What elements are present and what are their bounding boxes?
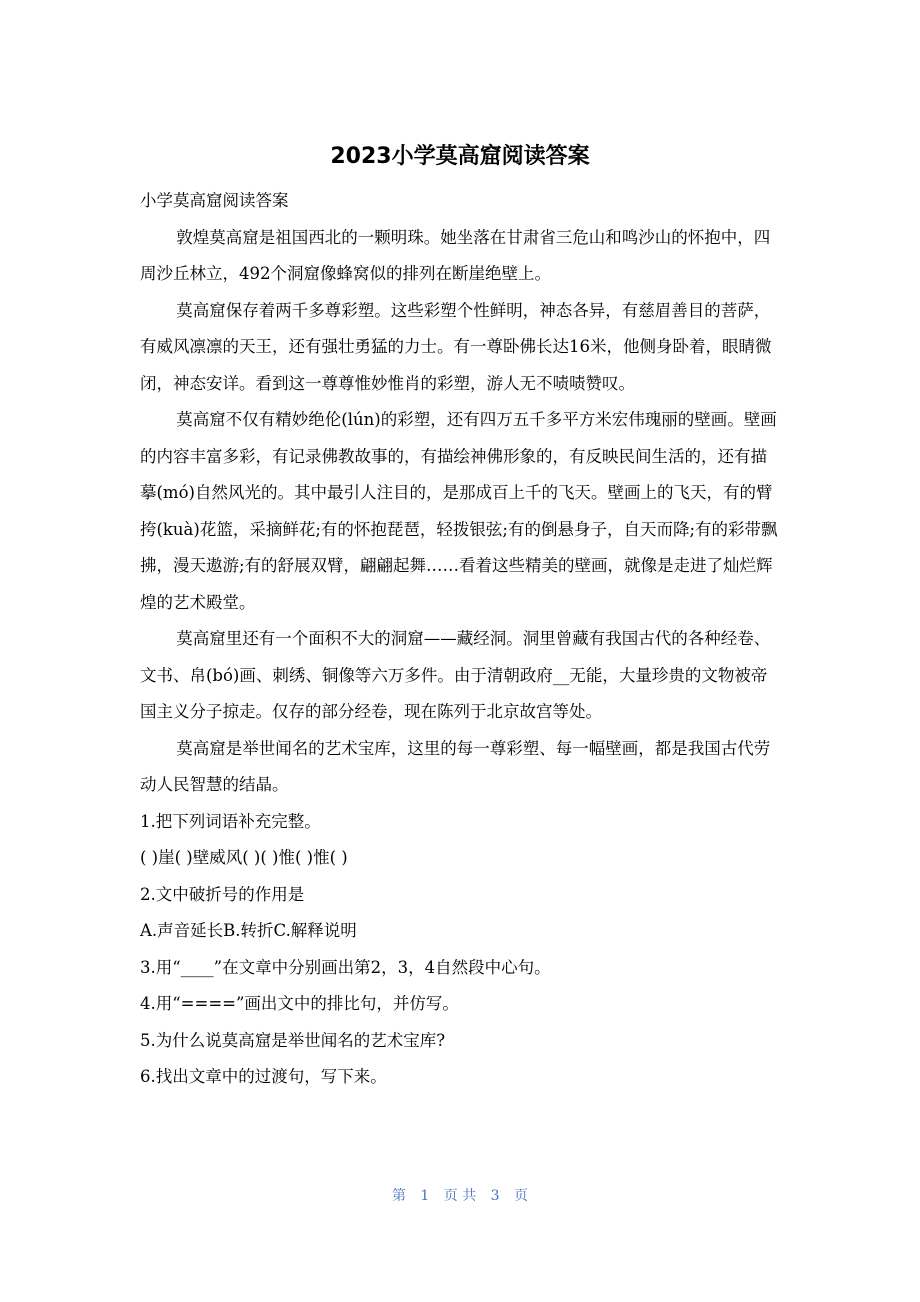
question-1: 1.把下列词语补充完整。 xyxy=(140,811,321,831)
footer-current-page: 1 xyxy=(420,1188,430,1204)
footer-total-pages: 3 xyxy=(490,1188,500,1204)
document-title: 2023小学莫高窟阅读答案 xyxy=(330,144,590,169)
question-1-blanks: ( )崖( )壁威风( )( )惟( )惟( ) xyxy=(140,848,348,867)
document-subtitle: 小学莫高窟阅读答案 xyxy=(140,191,289,210)
paragraph-1: 敦煌莫高窟是祖国西北的一颗明珠。她坐落在甘肃省三危山和鸣沙山的怀抱中，四周沙丘林立，492个洞窟像蜂窝似的排列在断崖绝壁上。 xyxy=(140,227,771,283)
paragraph-2: 莫高窟保存着两千多尊彩塑。这些彩塑个性鲜明，神态各异，有慈眉善目的菩萨，有威风凛凛的天王，还有强壮勇猛的力士。有一尊卧佛长达16米，他侧身卧着，眼睛微闭，神态安详。看到这一尊尊惟妙惟肖的彩塑，游人无不啧啧赞叹。 xyxy=(140,300,772,393)
paragraph-5: 莫高窟是举世闻名的艺术宝库，这里的每一尊彩塑、每一幅壁画，都是我国古代劳动人民智慧的结晶。 xyxy=(140,738,771,794)
footer-label-end: 页 xyxy=(514,1188,529,1204)
question-2: 2.文中破折号的作用是 xyxy=(140,884,305,904)
question-3: 3.用“____”在文章中分别画出第2，3，4自然段中心句。 xyxy=(140,957,551,977)
document-body xyxy=(140,183,780,1096)
paragraph-4: 莫高窟里还有一个面积不大的洞窟——藏经洞。洞里曾藏有我国古代的各种经卷、文书、帛(bó)画、刺绣、铜像等六万多件。由于清朝政府__无能，大量珍贵的文物被帝国主义分子掠走。仅存的部分经卷，现在陈列于北京故宫等处。 xyxy=(140,629,771,721)
question-5: 5.为什么说莫高窟是举世闻名的艺术宝库? xyxy=(140,1030,446,1050)
question-4: 4.用“====”画出文中的排比句，并仿写。 xyxy=(140,994,459,1013)
footer-label-of: 页 共 xyxy=(443,1188,477,1204)
question-6: 6.找出文章中的过渡句，写下来。 xyxy=(140,1067,387,1086)
footer-label-page: 第 xyxy=(391,1188,406,1204)
question-2-options: A.声音延长B.转折C.解释说明 xyxy=(140,921,357,940)
paragraph-3: 莫高窟不仅有精妙绝伦(lún)的彩塑，还有四万五千多平方米宏伟瑰丽的壁画。壁画的内容丰富多彩，有记录佛教故事的，有描绘神佛形象的，有反映民间生活的，还有描摹(mó)自然风光的。其中最引人注目的，是那成百上千的飞天。壁画上的飞天，有的臂挎(kuà)花篮，采摘鲜花;有的怀抱琵琶，轻拨银弦;有的倒悬身子，自天而降;有的彩带飘拂，漫天遨游;有的舒展双臂，翩翩起舞……看着这些精美的壁画，就像是走进了灿烂辉煌的艺术殿堂。 xyxy=(140,410,778,612)
page-footer xyxy=(0,1186,920,1206)
